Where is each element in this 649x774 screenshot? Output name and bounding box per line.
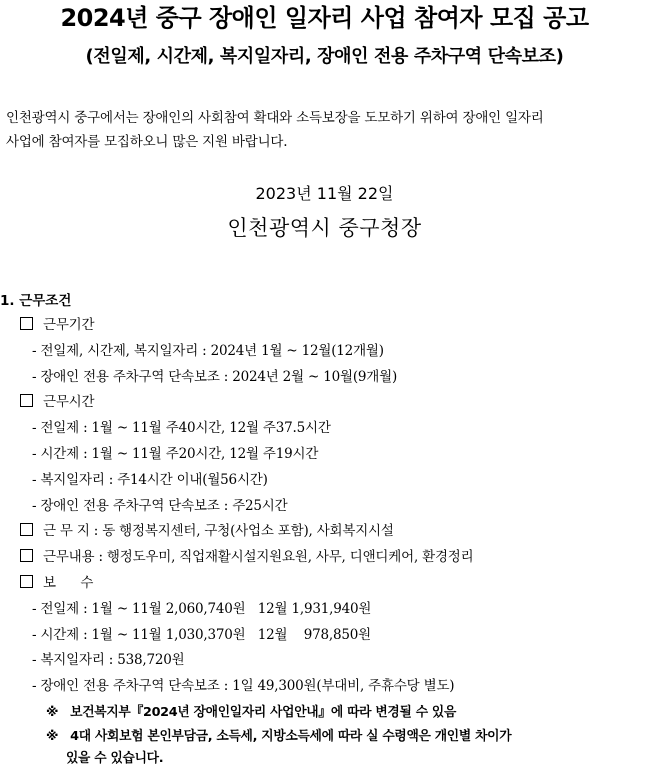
checkbox-square-icon xyxy=(20,523,33,536)
page-subtitle: (전일제, 시간제, 복지일자리, 장애인 전용 주차구역 단속보조) xyxy=(85,46,564,67)
checkbox-square-icon xyxy=(20,549,33,562)
duties-row xyxy=(0,545,649,571)
page-title: 2024년 중구 장애인 일자리 사업 참여자 모집 공고 xyxy=(60,4,589,32)
section-heading: 1. 근무조건 xyxy=(0,293,72,309)
duties-text: 근무내용 : 행정도우미, 직업재활시설지원요원, 사무, 디앤디케어, 환경정리 xyxy=(43,549,474,566)
period-item: - 장애인 전용 주차구역 단속보조 : 2024년 2월 ~ 10월(9개월) xyxy=(32,368,398,385)
period-heading xyxy=(0,313,649,339)
note-text: 4대 사회보험 본인부담금, 소득세, 지방소득세에 따라 실 수령액은 개인별 차이가 xyxy=(70,728,512,744)
pay-item: - 장애인 전용 주차구역 단속보조 : 1일 49,300원(부대비, 주휴수당 별도) xyxy=(32,678,455,695)
pay-item: - 전일제 : 1월 ~ 11월 2,060,740원 12월 1,931,940원 xyxy=(32,600,372,617)
issuing-office: 인천광역시 중구청장 xyxy=(227,216,422,240)
pay-item: - 복지일자리 : 538,720원 xyxy=(32,652,185,669)
reference-mark-icon: ※ xyxy=(46,704,59,720)
intro-paragraph xyxy=(6,106,646,154)
work-conditions-section xyxy=(0,289,649,770)
hours-item: - 복지일자리 : 주14시간 이내(월56시간) xyxy=(32,471,268,488)
hours-item: - 시간제 : 1월 ~ 11월 주20시간, 12월 주19시간 xyxy=(32,445,319,462)
note-continuation: 있을 수 있습니다. xyxy=(66,750,164,766)
reference-mark-icon: ※ xyxy=(46,728,59,744)
period-label: 근무기간 xyxy=(43,317,95,333)
note-row xyxy=(0,726,649,748)
intro-line-1: 인천광역시 중구에서는 장애인의 사회참여 확대와 소득보장을 도모하기 위하여 장애인 일자리 xyxy=(6,110,544,126)
note-text: 보건복지부『2024년 장애인일자리 사업안내』에 따라 변경될 수 있음 xyxy=(70,704,457,720)
announcement-date: 2023년 11월 22일 xyxy=(255,184,394,203)
hours-item: - 장애인 전용 주차구역 단속보조 : 주25시간 xyxy=(32,497,288,514)
hours-label: 근무시간 xyxy=(43,394,95,411)
pay-label: 보 수 xyxy=(43,574,94,591)
pay-item: - 시간제 : 1월 ~ 11월 1,030,370원 12월 978,850원 xyxy=(32,626,372,643)
checkbox-square-icon xyxy=(20,394,33,407)
checkbox-square-icon xyxy=(20,575,33,588)
note-row xyxy=(0,700,649,726)
checkbox-square-icon xyxy=(20,317,33,330)
intro-line-2: 사업에 참여자를 모집하오니 많은 지원 바랍니다. xyxy=(6,134,288,150)
place-text: 근 무 지 : 동 행정복지센터, 구청(사업소 포함), 사회복지시설 xyxy=(43,523,394,540)
period-item: - 전일제, 시간제, 복지일자리 : 2024년 1월 ~ 12월(12개월) xyxy=(32,342,384,359)
pay-heading xyxy=(0,571,649,597)
hours-heading xyxy=(0,390,649,416)
place-row xyxy=(0,519,649,545)
hours-item: - 전일제 : 1월 ~ 11월 주40시간, 12월 주37.5시간 xyxy=(32,420,331,437)
